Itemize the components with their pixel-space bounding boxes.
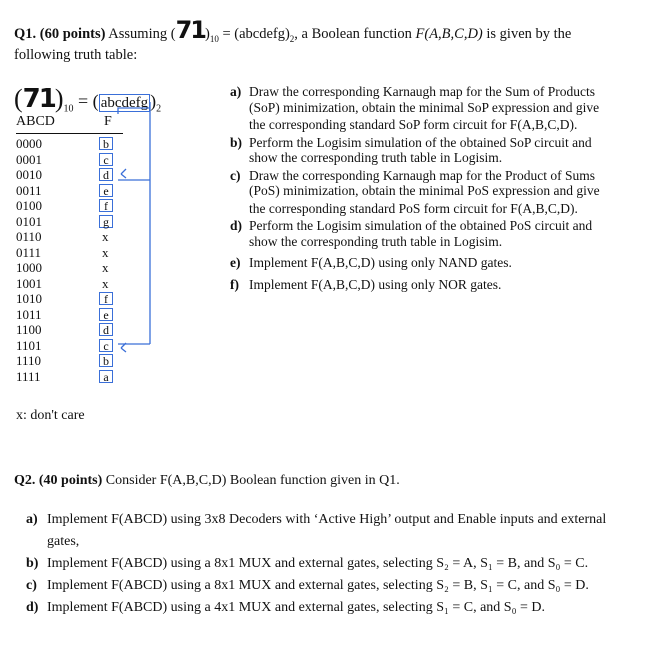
row-input: 0100	[16, 198, 42, 213]
table-header-output: F	[104, 114, 112, 129]
q2-part-text: Implement F(ABCD) using a 8x1 MUX and external gates, selecting S₂ = B, S₁ = C, and S₀ = D.	[47, 578, 589, 593]
q2-label: Q2. (40 points)	[14, 473, 103, 488]
table-row	[16, 291, 123, 307]
row-output: e	[99, 184, 113, 197]
table-row	[16, 214, 123, 230]
row-output: x	[102, 260, 109, 275]
row-input: 1000	[16, 260, 42, 275]
q2-part-label: c)	[26, 578, 37, 593]
row-output: f	[99, 199, 113, 212]
line-top-left	[118, 108, 150, 114]
q1-part-line: Draw the corresponding Karnaugh map for the Product of Sums	[249, 167, 596, 183]
row-output: d	[99, 168, 113, 181]
table-row	[16, 152, 123, 168]
q2-part-text: Implement F(ABCD) using 3x8 Decoders with ‘Active High’ output and Enable inputs and external	[47, 512, 607, 527]
table-row	[16, 322, 123, 338]
table-row	[16, 338, 123, 354]
q1-part-line: (SoP) minimization, obtain the minimal SoP expression and give	[249, 99, 600, 115]
table-row	[16, 229, 123, 245]
q2-header	[14, 473, 400, 489]
annotation-number: 71	[22, 84, 55, 114]
table-row	[16, 167, 123, 183]
row-output: f	[99, 292, 113, 305]
table-row	[16, 276, 123, 292]
q2-part	[26, 600, 646, 616]
table-row	[16, 260, 123, 276]
table-row	[16, 198, 123, 214]
annotation-sub10: 10	[63, 103, 74, 115]
q1-line2: following truth table:	[14, 47, 138, 63]
q1-parts	[230, 84, 640, 294]
row-output: d	[99, 323, 113, 336]
q2-part-label: b)	[26, 556, 39, 571]
function-name: F(A,B,C,D)	[415, 26, 483, 42]
row-output: x	[102, 229, 109, 244]
q1-part	[230, 84, 640, 133]
row-input: 0010	[16, 167, 42, 182]
row-output: c	[99, 339, 113, 352]
q1-intro-d: , a Boolean function	[294, 26, 412, 42]
q1-part-line: show the corresponding truth table in Logisim.	[249, 150, 503, 165]
arrow-d	[121, 169, 126, 178]
q1-part-line: show the corresponding truth table in Logisim.	[249, 233, 503, 249]
q2-part	[26, 512, 646, 550]
q1-part-line: (PoS) minimization, obtain the minimal PoS expression and give	[249, 183, 600, 198]
row-input: 1110	[16, 353, 42, 368]
q1-intro-c: = (abcdefg)	[218, 26, 290, 42]
row-input: 0001	[16, 151, 42, 167]
q1-intro-e: is given by the	[486, 26, 572, 42]
annotation-word: abcdefg	[100, 95, 149, 111]
row-output: a	[99, 370, 113, 383]
row-input: 0110	[16, 229, 42, 244]
table-row	[16, 369, 123, 385]
subscript-10: 10	[209, 33, 219, 44]
q2-part	[26, 556, 646, 572]
row-input: 0111	[16, 244, 42, 260]
table-row	[16, 245, 123, 261]
q1-part	[230, 255, 640, 271]
table-row	[16, 183, 123, 199]
q2-intro: Consider F(A,B,C,D) Boolean function given in Q1.	[105, 473, 400, 488]
q2-part-text: Implement F(ABCD) using a 8x1 MUX and external gates, selecting S₂ = A, S₁ = B, and S₀ = C.	[47, 556, 589, 571]
table-annotation: $(71)_{10}$ = ( abcdefg )$_2$	[14, 84, 162, 115]
q1-part-line: Implement F(A,B,C,D) using only NAND gates.	[249, 255, 512, 270]
row-input: 1010	[16, 291, 42, 306]
table-row	[16, 353, 123, 369]
truth-table	[16, 114, 123, 384]
q1-part-line: Perform the Logisim simulation of the obtained SoP circuit and	[249, 134, 592, 150]
q1-part-label: d)	[230, 218, 243, 233]
q2-part-cont: gates,	[47, 534, 80, 549]
row-output: x	[102, 244, 109, 260]
q1-part-line: Implement F(A,B,C,D) using only NOR gates.	[249, 276, 502, 292]
q2-part-label: a)	[26, 512, 38, 527]
q2-parts	[26, 512, 646, 622]
q1-part	[230, 277, 640, 293]
row-output: b	[99, 354, 113, 367]
q1-part	[230, 218, 640, 249]
truth-table-body	[16, 136, 123, 384]
q1-part-line: the corresponding standard PoS form circuit for F(A,B,C,D).	[249, 200, 578, 216]
row-input: 0101	[16, 213, 42, 229]
q1-part-line: Draw the corresponding Karnaugh map for the Sum of Products	[249, 84, 596, 99]
row-output: g	[99, 215, 113, 228]
q1-part-label: b)	[230, 134, 243, 150]
annotation-lines	[108, 100, 168, 360]
q1-intro-b: )	[204, 26, 210, 42]
row-input: 1101	[16, 337, 42, 353]
q1-part	[230, 135, 640, 166]
q1-header	[14, 18, 571, 44]
q1-part-label: f)	[230, 276, 239, 292]
q1-part-label: c)	[230, 167, 241, 183]
handwritten-number: 71	[175, 16, 205, 44]
q1-intro-a: Assuming (	[108, 26, 176, 42]
q1-part-line: the corresponding standard SoP form circuit for F(A,B,C,D).	[249, 117, 578, 132]
row-output: c	[99, 153, 113, 166]
table-row	[16, 307, 123, 323]
row-input: 0011	[16, 182, 42, 198]
q1-part-label: e)	[230, 255, 241, 270]
row-input: 1100	[16, 322, 42, 337]
table-row	[16, 136, 123, 152]
q1-part-label: a)	[230, 84, 242, 99]
table-header-inputs: ABCD	[16, 114, 55, 129]
q2-part-label: d)	[26, 600, 39, 615]
q1-part	[230, 168, 640, 217]
annotation-sub2: 2	[156, 103, 162, 115]
row-output: e	[99, 308, 113, 321]
row-input: 0000	[16, 136, 42, 151]
q2-part-text: Implement F(ABCD) using a 4x1 MUX and external gates, selecting S₁ = C, and S₀ = D.	[47, 600, 545, 615]
dont-care-note: x: don't care	[16, 408, 85, 423]
q1-label: Q1. (60 points)	[14, 26, 106, 42]
row-input: 1001	[16, 275, 42, 291]
q2-part	[26, 578, 646, 594]
subscript-2: 2	[289, 33, 295, 44]
row-output: x	[102, 275, 109, 291]
row-input: 1011	[16, 306, 42, 322]
q1-part-line: Perform the Logisim simulation of the obtained PoS circuit and	[249, 218, 593, 233]
row-input: 1111	[16, 368, 41, 384]
row-output: b	[99, 137, 113, 150]
